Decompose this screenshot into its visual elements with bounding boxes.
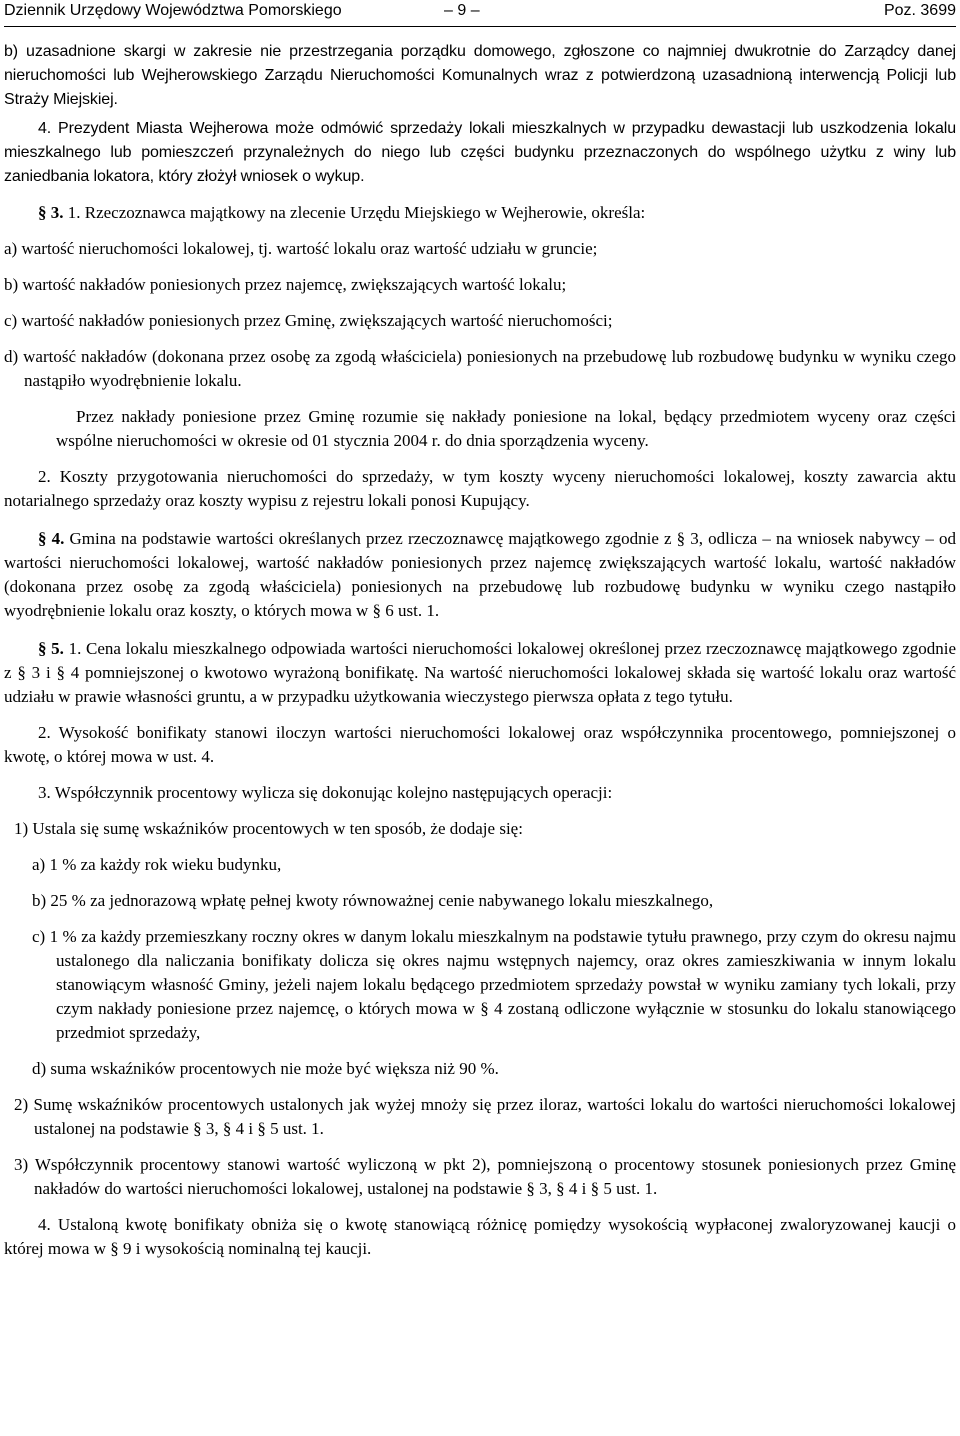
section-4-text: Gmina na podstawie wartości określanych przez rzeczoznawcę majątkowego zgodnie z § 3, odlicza – na wniosek nabywcy – od wartości nieruchomości lokalowej, wartość nakładów poniesionych przez najemcę zwiększających wartość lokalu, wartość nakładów (dokonana przez osobę za zgodą właściciela) poniesionych na przebudowę lub rozbudowę budynku w wyniku czego nastąpiło wyodrębnienie lokalu oraz koszty, o których mowa w § 6 ust. 1. [4, 529, 957, 620]
section-3-note: Przez nakłady poniesione przez Gminę rozumie się nakłady poniesione na lokal, będący przedmiotem wyceny oraz części wspólne nieruchomości w okresie od 01 stycznia 2004 r. do dnia sporządzenia wyceny. [56, 407, 956, 450]
section-3-item-d: d) wartość nakładów (dokonana przez osobę za zgodą właściciela) poniesionych na przebudowę lub rozbudowę budynku w wyniku czego nastąpiło wyodrębnienie lokalu. [4, 347, 956, 390]
page-header [4, 0, 956, 27]
section-4-label: § 4. [38, 529, 65, 548]
section-5-paragraph-3: 3. Współczynnik procentowy wylicza się dokonując kolejno następujących operacji: [38, 783, 613, 802]
section-3-item-b: b) wartość nakładów poniesionych przez najemcę, zwiększających wartość lokalu; [4, 275, 567, 294]
section-5-point-1c: c) 1 % za każdy przemieszkany roczny okres w danym lokalu mieszkalnym na podstawie tytułu prawnego, przy czym do okresu najmu ustalonego dla naliczania bonifikaty dolicza się okres najmu wstępnych najemcy, oraz okres zamieszkiwania w innym lokalu stanowiącym własność Gminy, jeżeli najem lokalu będącego przedmiotem sprzedaży powstał w wyniku zamiany tych lokali, przy czym nakłady poniesione przez najemcę, o których mowa w § 4 zostaną odliczone wyłącznie w stosunku do lokalu stanowiącego przedmiot sprzedaży, [32, 927, 956, 1042]
section-5-point-3: 3) Współczynnik procentowy stanowi wartość wyliczoną w pkt 2), pomniejszoną o procentowy stosunek poniesionych przez Gminę nakładów do wartości nieruchomości lokalowej, ustalonej na podstawie § 3, § 4 i § 5 ust. 1. [14, 1155, 956, 1198]
paragraph-b-complaints: b) uzasadnione skargi w zakresie nie przestrzegania porządku domowego, zgłoszone co najmniej dwukrotnie do Zarządcy danej nieruchomości lub Wejherowskiego Zarządu Nieruchomości Komunalnych wraz z potwierdzoną uzasadnioną interwencją Policji lub Straży Miejskiej. [4, 43, 956, 108]
section-5-point-1b: b) 25 % za jednorazową wpłatę pełnej kwoty równoważnej cenie nabywanego lokalu mieszkalnego, [32, 891, 714, 910]
section-3-item-a: a) wartość nieruchomości lokalowej, tj. wartość lokalu oraz wartość udziału w gruncie; [4, 239, 598, 258]
section-3-item-c: c) wartość nakładów poniesionych przez Gminę, zwiększających wartość nieruchomości; [4, 311, 613, 330]
section-5-point-1: 1) Ustala się sumę wskaźników procentowych w ten sposób, że dodaje się: [14, 819, 523, 838]
section-5-point-2: 2) Sumę wskaźników procentowych ustalonych jak wyżej mnoży się przez iloraz, wartości lokalu do wartości nieruchomości lokalowej ustalonej na podstawie § 3, § 4 i § 5 ust. 1. [14, 1095, 956, 1138]
section-5-text: 1. Cena lokalu mieszkalnego odpowiada wartości nieruchomości lokalowej określonej przez rzeczoznawcę majątkowego zgodnie z § 3 i § 4 pomniejszonej o kwotowo wyrażoną bonifikatę. Na wartość nieruchomości lokalowej składa się wartość lokalu oraz wartość udziału w prawie własności gruntu, a w przypadku użytkowania wieczystego pierwsza opłata z tego tytułu. [4, 639, 957, 706]
document-body [4, 40, 956, 1261]
section-3-text: 1. Rzeczoznawca majątkowy na zlecenie Urzędu Miejskiego w Wejherowie, określa: [63, 203, 646, 222]
section-3-paragraph-2: 2. Koszty przygotowania nieruchomości do sprzedaży, w tym koszty wyceny nieruchomości lokalowej, koszty zawarcia aktu notarialnego sprzedaży oraz koszty wypisu z rejestru lokali ponosi Kupujący. [4, 467, 956, 510]
paragraph-4-refusal: 4. Prezydent Miasta Wejherowa może odmówić sprzedaży lokali mieszkalnych w przypadku dewastacji lub uszkodzenia lokalu mieszkalnego lub pomieszczeń przynależnych do niego lub części budynku przeznaczonych do wspólnego użytku z winy lub zaniedbania lokatora, który złożył wniosek o wykup. [4, 120, 956, 185]
page-number: – 9 – [444, 2, 480, 19]
section-5-point-1a: a) 1 % za każdy rok wieku budynku, [32, 855, 282, 874]
journal-title: Dziennik Urzędowy Województwa Pomorskiego [4, 2, 342, 19]
section-5-point-1d: d) suma wskaźników procentowych nie może być większa niż 90 %. [32, 1059, 499, 1078]
section-3-intro [4, 201, 956, 225]
section-5 [4, 637, 956, 709]
section-5-paragraph-2: 2. Wysokość bonifikaty stanowi iloczyn wartości nieruchomości lokalowej oraz współczynnika procentowego, pomniejszonej o kwotę, o której mowa w ust. 4. [4, 723, 956, 766]
section-4 [4, 527, 956, 623]
section-3-label: § 3. [38, 203, 64, 222]
section-5-label: § 5. [38, 639, 64, 658]
position-number: Poz. 3699 [883, 2, 956, 19]
section-5-paragraph-4: 4. Ustaloną kwotę bonifikaty obniża się o kwotę stanowiącą różnicę pomiędzy wysokością wypłaconej zwaloryzowanej kaucji o której mowa w § 9 i wysokością nominalną tej kaucji. [4, 1215, 956, 1258]
